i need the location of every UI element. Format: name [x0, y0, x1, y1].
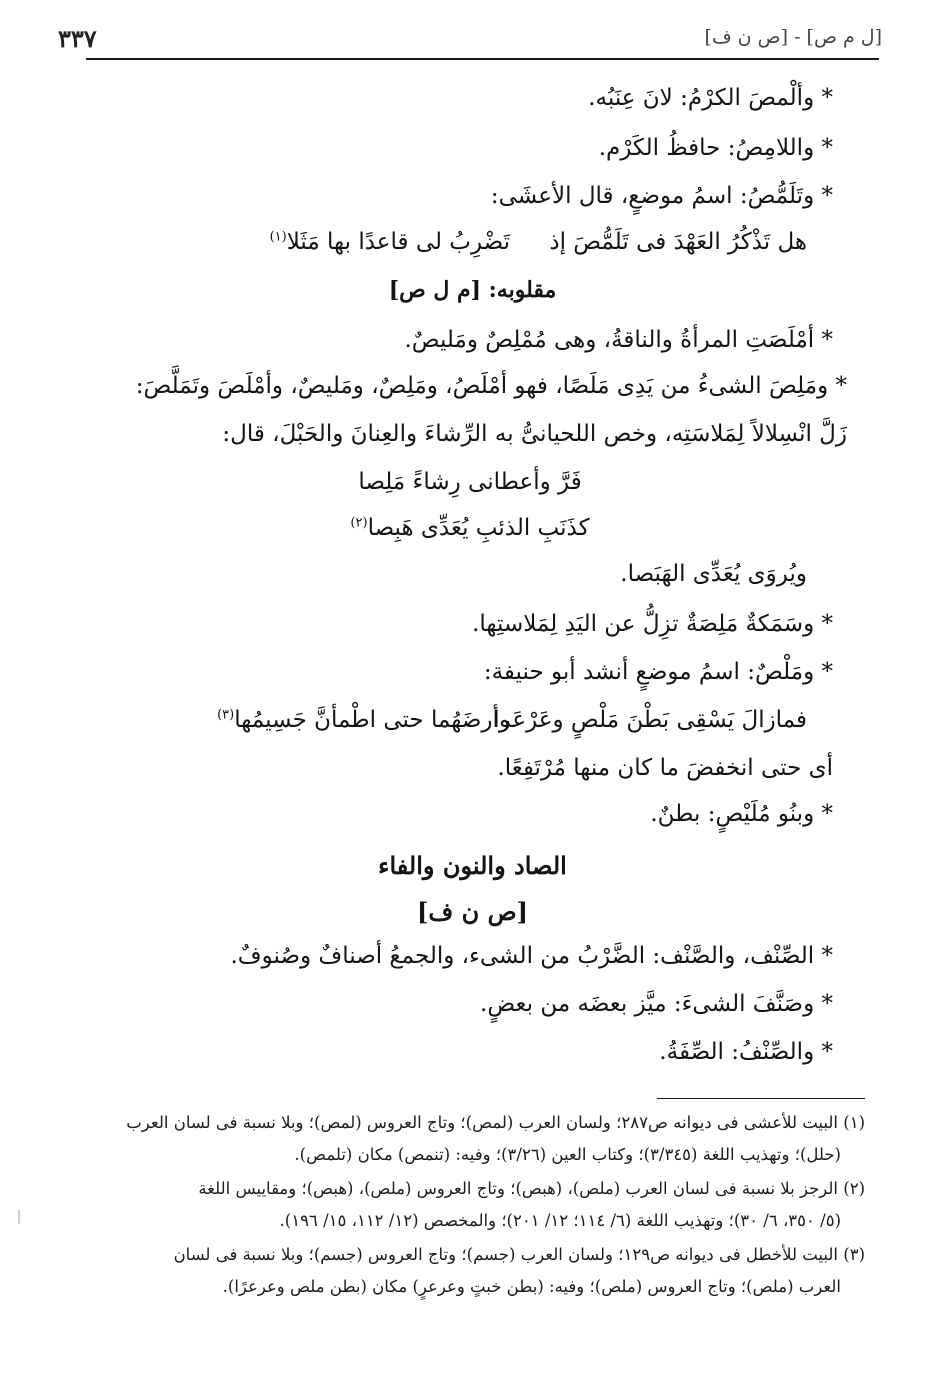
- entry-line: * الصِّنْف، والصَّنْف: الضَّرْبُ من الشىء، والجمعُ أصنافٌ وصُنوفٌ.: [230, 943, 833, 969]
- footnote-line: (٢) الرجز بلا نسبة فى لسان العرب (ملص)، (هبص)؛ وتاج العروس (ملص)، (هبص)؛ ومقاييس اللغة: [198, 1179, 865, 1198]
- entry-line: * ومَلْصٌ: اسمُ موضعٍ أنشد أبو حنيفة:: [483, 659, 833, 685]
- footnote-rule: [657, 1098, 865, 1099]
- running-header-title: [ل م ص] - [ص ن ف]: [704, 26, 882, 48]
- verse-hemistich-right: فمازالَ يَسْقِى بَطْنَ مَلْصٍ وعَرْعَرا: [493, 707, 807, 733]
- footnote-line: (حلل)؛ وتهذيب اللغة (٣/٣٤٥)؛ وكتاب العين (٣/٢٦)؛ وفيه: (تنمص) مكان (تلمص).: [294, 1145, 841, 1164]
- running-header: [58, 24, 882, 54]
- header-rule: [86, 58, 879, 60]
- section-root: [ص ن ف]: [417, 897, 528, 926]
- footnote-line: العرب (ملص)؛ وتاج العروس (ملص)؛ وفيه: (بطن خبتٍ وعرعرٍ) مكان (بطن ملص وعرعرًا).: [222, 1277, 841, 1296]
- entry-line: أى حتى انخفضَ ما كان منها مُرْتَفِعًا.: [497, 755, 833, 781]
- scan-mark: [18, 1210, 20, 1224]
- verse-line: كذَنَبِ الذئبِ يُعَدِّى هَبِصا$^{(٢)}$: [350, 515, 590, 541]
- footnote-ref: (١): [269, 229, 287, 245]
- verse-hemistich-left: وأرضَهُما حتى اطْمأنَّ جَسِيمُها$^{(٣)}$: [217, 707, 510, 733]
- entry-line: * وسَمَكةٌ مَلِصَةٌ تزِلُّ عن اليَدِ لِمَلاستِها.: [472, 611, 833, 637]
- verse-hemistich-left: تَضْرِبُ لى قاعدًا بها مَثَلا$^{(١)}$: [269, 229, 510, 255]
- section-heading: الصاد والنون والفاء: [378, 851, 567, 880]
- footnote-line: (٥/ ٣٥٠، ٦/ ٣٠)؛ وتهذيب اللغة (٦/ ١١٤؛ ١٢/ ٢٠١)؛ والمخصص (١٢/ ١١٢، ١٥/ ١٩٦).: [279, 1211, 841, 1230]
- entry-line: * أمْلَصَتِ المرأةُ والناقةُ، وهى مُمْلِصٌ ومَليصٌ.: [404, 327, 833, 353]
- verse-hemistich-right: هل تَذْكُرُ العَهْدَ فى تَلَمُّصَ إذ: [549, 229, 807, 255]
- entry-line: ويُروَى يُعَدِّى الهَبَصا.: [620, 561, 807, 587]
- page-number: ٣٣٧: [58, 24, 97, 53]
- entry-line: * وبنُو مُلَيْصٍ: بطنٌ.: [650, 801, 833, 827]
- entry-line: * والصِّنْفُ: الصِّفَةُ.: [659, 1039, 833, 1065]
- footnote-ref: (٣): [217, 707, 235, 723]
- entry-line: زَلَّ انْسِلالاً لِمَلاسَتِه، وخص اللحيانىُّ به الرِّشاءَ والعِنانَ والحَبْلَ، قال:: [222, 421, 847, 447]
- footnote-line: (١) البيت للأعشى فى ديوانه ص٢٨٧؛ ولسان العرب (لمص)؛ وتاج العروس (لمص)؛ وبلا نسبة فى لسان العرب: [126, 1113, 865, 1132]
- entry-line: * وتَلَمُّصُ: اسمُ موضعٍ، قال الأعشَى:: [490, 183, 833, 209]
- entry-line: * ومَلِصَ الشىءُ من يَدِى مَلَصًا، فهو أمْلَصُ، ومَلِصٌ، ومَليصٌ، وأمْلَصَ وتَمَلَّصَ:: [135, 373, 847, 399]
- verse-line: فَرَّ وأعطانى رِشاءً مَلِصا: [358, 469, 582, 495]
- entry-line: * وصَنَّفَ الشىءَ: ميَّز بعضَه من بعضٍ.: [480, 991, 833, 1017]
- entry-line: * واللامِصُ: حافظُ الكَرْم.: [598, 135, 833, 161]
- entry-line: * وألْمصَ الكرْمُ: لانَ عِنَبُه.: [588, 85, 833, 111]
- subheading-inversion: مقلوبه: [م ل ص]: [388, 277, 557, 303]
- footnote-line: (٣) البيت للأخطل فى ديوانه ص١٢٩؛ ولسان العرب (جسم)؛ وتاج العروس (جسم)؛ وبلا نسبة فى لسان: [173, 1245, 865, 1264]
- footnote-ref: (٢): [350, 515, 368, 531]
